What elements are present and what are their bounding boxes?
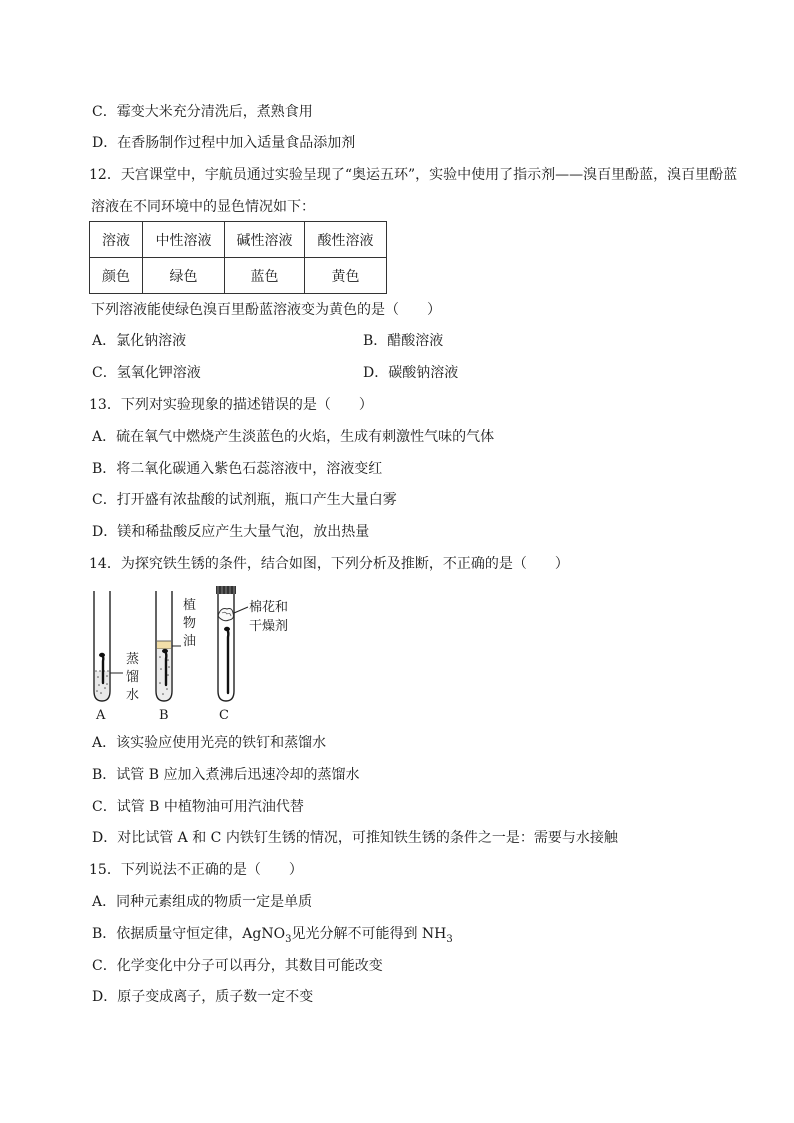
q13-option-d: D．镁和稀盐酸反应产生大量气泡，放出热量 [92, 524, 370, 540]
label-oil-3: 油 [183, 634, 197, 649]
table-cell: 颜色 [90, 258, 143, 294]
table-cell: 蓝色 [225, 258, 305, 294]
tube-a-label: A [96, 708, 106, 723]
q12-option-a: A．氯化钠溶液 [92, 333, 187, 349]
q12-question: 下列溶液能使绿色溴百里酚蓝溶液变为黄色的是（ ） [91, 302, 441, 318]
q14-option-a: A．该实验应使用光亮的铁钉和蒸馏水 [92, 735, 327, 751]
q12-option-c: C．氢氧化钾溶液 [92, 365, 201, 381]
q11-option-d: D．在香肠制作过程中加入适量食品添加剂 [92, 135, 356, 151]
q13-option-b: B．将二氧化碳通入紫色石蕊溶液中，溶液变红 [92, 461, 383, 477]
table-cell: 酸性溶液 [305, 222, 387, 258]
label-water-3: 水 [126, 688, 140, 703]
table-row [90, 258, 387, 294]
q15-option-a: A．同种元素组成的物质一定是单质 [92, 894, 313, 910]
q14-option-c: C．试管 B 中植物油可用汽油代替 [92, 799, 304, 815]
table-cell: 中性溶液 [143, 222, 225, 258]
label-oil-1: 植 [183, 598, 197, 613]
q13-option-a: A．硫在氧气中燃烧产生淡蓝色的火焰，生成有刺激性气味的气体 [92, 429, 495, 445]
table-cell: 溶液 [90, 222, 143, 258]
table-header-row [90, 222, 387, 258]
label-water-2: 馏 [126, 670, 140, 685]
q12-option-d: D．碳酸钠溶液 [363, 365, 459, 381]
q15-option-b-text-mid: 见光分解不可能得到 NH [291, 926, 447, 942]
test-tube-c [216, 586, 236, 701]
q15-option-b-text-pre: B．依据质量守恒定律，AgNO [92, 926, 286, 942]
q14-option-d: D．对比试管 A 和 C 内铁钉生锈的情况，可推知铁生锈的条件之一是：需要与水接触 [92, 830, 618, 846]
iron-rust-experiment-figure [88, 585, 318, 725]
indicator-color-table [89, 221, 387, 294]
q12-stem-line2: 溶液在不同环境中的显色情况如下： [91, 199, 315, 215]
q12-stem-line1: 12．天宫课堂中，宇航员通过实验呈现了“奥运五环”，实验中使用了指示剂——溴百里酚蓝，溴百里酚蓝 [89, 167, 738, 183]
tube-c-label: C [219, 708, 229, 723]
label-oil-2: 物 [183, 616, 197, 631]
q14-stem: 14．为探究铁生锈的条件，结合如图，下列分析及推断，不正确的是（ ） [89, 556, 569, 572]
q11-option-c: C．霉变大米充分清洗后，煮熟食用 [92, 104, 313, 120]
test-tube-b [156, 591, 172, 701]
q15-option-d: D．原子变成离子，质子数一定不变 [92, 989, 314, 1005]
label-cotton-1: 棉花和 [249, 600, 289, 615]
q14-option-b: B．试管 B 应加入煮沸后迅速冷却的蒸馏水 [92, 767, 360, 783]
test-tube-a [94, 591, 110, 701]
table-cell: 黄色 [305, 258, 387, 294]
table-cell: 绿色 [143, 258, 225, 294]
label-water-1: 蒸 [126, 652, 140, 667]
q12-option-b: B．醋酸溶液 [363, 333, 444, 349]
q13-option-c: C．打开盛有浓盐酸的试剂瓶，瓶口产生大量白雾 [92, 492, 397, 508]
q13-stem: 13．下列对实验现象的描述错误的是（ ） [89, 397, 373, 413]
q15-option-b-subscript-2: 3 [446, 933, 453, 945]
label-cotton-2: 干燥剂 [249, 619, 289, 634]
table-cell: 碱性溶液 [225, 222, 305, 258]
tube-b-label: B [159, 708, 169, 723]
q15-option-b [92, 924, 453, 950]
q15-option-c: C．化学变化中分子可以再分，其数目可能改变 [92, 958, 383, 974]
q15-stem: 15．下列说法不正确的是（ ） [89, 862, 303, 878]
q15-option-b-subscript: 3 [285, 933, 292, 945]
